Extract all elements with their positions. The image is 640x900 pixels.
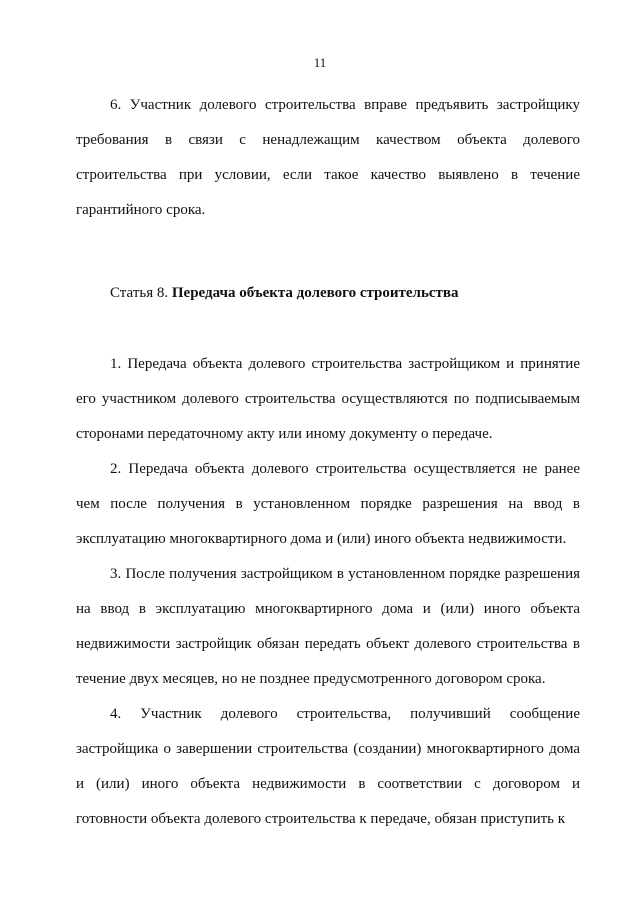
article-heading <box>76 276 580 311</box>
paragraph-3: 3. После получения застройщиком в установленном порядке разрешения на ввод в эксплуатацию многоквартирного дома и (или) иного объекта недвижимости застройщик обязан передать объект долевого строительства в течение двух месяцев, но не позднее предусмотренного договором срока. <box>76 566 580 687</box>
spacer <box>76 311 580 347</box>
paragraph-4: 4. Участник долевого строительства, получивший сообщение застройщика о завершении строительства (создании) многоквартирного дома и (или) иного объекта недвижимости в соответствии с договором и готовности объекта долевого строительства к передаче, обязан приступить к <box>76 706 580 827</box>
paragraph-6: 6. Участник долевого строительства вправе предъявить застройщику требования в связи с ненадлежащим качеством объекта долевого строительства при условии, если такое качество выявлено в течение гарантийного срока. <box>76 97 580 218</box>
document-body <box>76 88 580 837</box>
spacer <box>76 228 580 276</box>
article-title: Передача объекта долевого строительства <box>171 285 459 301</box>
article-number: Статья 8. <box>110 285 172 301</box>
page-number: 11 <box>313 55 327 70</box>
paragraph-2: 2. Передача объекта долевого строительства осуществляется не ранее чем после получения в установленном порядке разрешения на ввод в эксплуатацию многоквартирного дома и (или) иного объекта недвижимости. <box>76 461 580 547</box>
paragraph-1: 1. Передача объекта долевого строительства застройщиком и принятие его участником долевого строительства осуществляются по подписываемым сторонами передаточному акту или иному документу о передаче. <box>76 356 580 442</box>
